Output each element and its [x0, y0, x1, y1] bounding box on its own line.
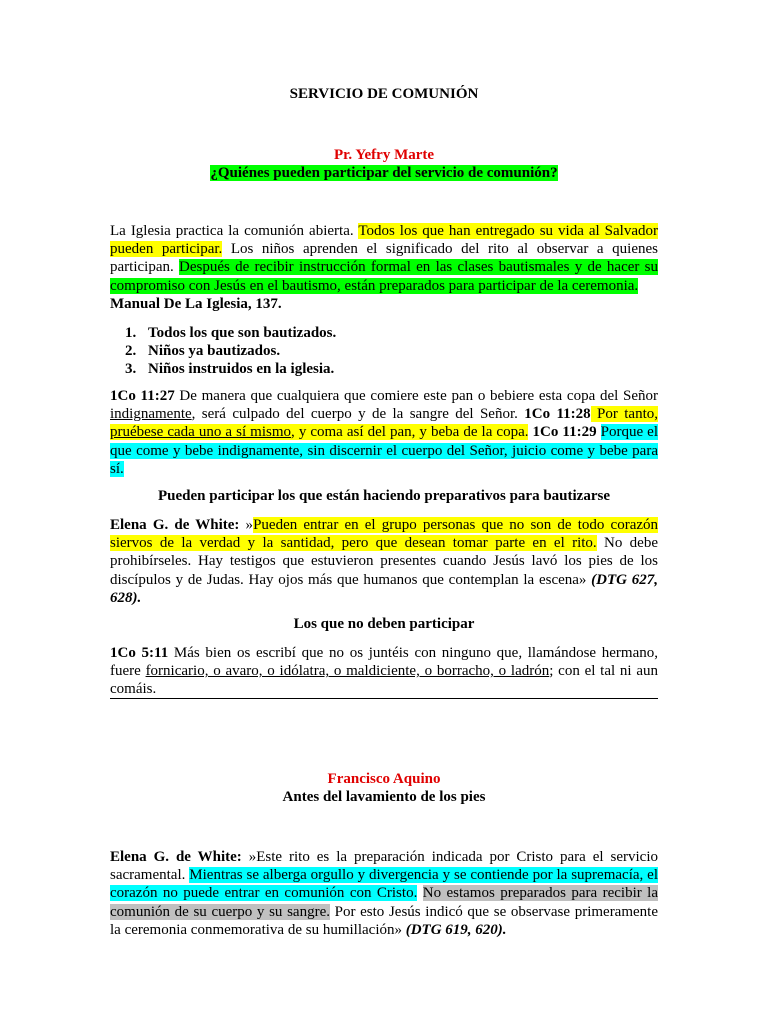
- citation: (DTG 627, 628).: [110, 571, 658, 606]
- highlight-cyan: Mientras se alberga orgullo y divergencia y se contiende por la supremacía, el corazón no puede entrar en comunión con Cristo.: [110, 867, 658, 902]
- text-run: No debe prohibírseles. Hay testigos que estuvieron presentes cuando Jesús lavó los pies de los discípulos y de Judas. Hay ojos más que humanos que contemplan la escena»: [110, 535, 658, 588]
- text-run: ; con el tal ni aun comáis.: [110, 663, 658, 698]
- paragraph-white-2: [110, 848, 658, 939]
- section2-title: Antes del lavamiento de los pies: [282, 789, 486, 805]
- text-run: , será culpado del cuerpo y de la sangre del Señor.: [191, 406, 525, 423]
- highlight-yellow: Todos los que han entregado su vida al Salvador pueden participar.: [110, 223, 658, 258]
- text-run: »Este rito es la preparación indicada por Cristo para el servicio sacramental.: [110, 849, 658, 884]
- paragraph-1co5-text: [110, 644, 658, 699]
- text-run: , y coma así del pan, y beba de la copa.: [291, 424, 529, 441]
- text-run: Los niños aprenden el significado del rito al observar a quienes participan.: [110, 241, 658, 276]
- paragraph-iglesia-text: [110, 222, 658, 295]
- text-run: »: [239, 517, 254, 533]
- question-highlight: ¿Quiénes pueden participar del servicio de comunión?: [210, 165, 558, 181]
- underlined-text: indignamente: [110, 406, 192, 423]
- highlight-cyan: Porque el que come y bebe indignamente, sin discernir el cuerpo del Señor, juicio come y bebe para sí.: [110, 424, 658, 477]
- list-item: 1. Todos los que son bautizados.: [140, 324, 658, 342]
- manual-source: Manual De La Iglesia, 137.: [110, 295, 282, 312]
- verse-ref: 1Co 5:11: [110, 645, 169, 661]
- highlight-gray: No estamos preparados para recibir la comunión de su cuerpo y su sangre.: [110, 885, 658, 920]
- text-run: Por esto Jesús indicó que se observase primeramente la ceremonia conmemorativa de su humillación»: [110, 903, 658, 938]
- paragraph-1co11: [110, 387, 658, 478]
- paragraph-white-1: [110, 516, 658, 607]
- criteria-list: [110, 324, 658, 378]
- highlight-yellow: Pueden entrar en el grupo personas que no son de todo corazón siervos de la verdad y la santidad, pero que desean tomar parte en el rito.: [110, 517, 659, 552]
- text-run: Por tanto,: [590, 406, 659, 423]
- verse-ref: 1Co 11:29: [528, 424, 597, 441]
- document-title: SERVICIO DE COMUNIÓN: [289, 86, 479, 102]
- list-item: 2. Niños ya bautizados.: [140, 342, 658, 360]
- section-divider: [110, 698, 658, 699]
- author-label: Elena G. de White:: [110, 849, 242, 865]
- verse-ref: 1Co 11:28: [524, 406, 591, 423]
- section2-author: Francisco Aquino: [327, 771, 441, 787]
- paragraph-white-2-text: [110, 848, 658, 939]
- verse-ref: 1Co 11:27: [110, 388, 175, 404]
- text-run: Más bien os escribí que no os juntéis con ninguno que, llamándose hermano, fuere: [110, 645, 659, 680]
- list-item: 3. Niños instruidos en la iglesia.: [140, 360, 658, 378]
- paragraph-1co11-text: [110, 387, 658, 478]
- underlined-text: fornicario, o avaro, o idólatra, o maldiciente, o borracho, o ladrón: [145, 663, 550, 680]
- text-run: [417, 885, 422, 901]
- text-run: La Iglesia practica la comunión abierta.: [110, 223, 359, 239]
- underlined-text: pruébese cada uno a sí mismo: [110, 424, 292, 441]
- heading-no-participar: Los que no deben participar: [293, 616, 475, 632]
- paragraph-1co5: [110, 644, 658, 699]
- citation: (DTG 619, 620).: [405, 921, 507, 938]
- section1-question: [110, 165, 658, 182]
- highlight-green: Después de recibir instrucción formal en las clases bautismales y de hacer su compromiso con Jesús en el bautismo, están preparados para participar de la ceremonia.: [110, 259, 658, 294]
- paragraph-white-1-text: [110, 516, 658, 607]
- heading-preparativos: Pueden participar los que están haciendo preparativos para bautizarse: [158, 488, 610, 504]
- text-run: De manera que cualquiera que comiere este pan o bebiere esta copa del Señor: [174, 388, 658, 404]
- section1-author: Pr. Yefry Marte: [333, 147, 435, 163]
- paragraph-iglesia: [110, 222, 658, 313]
- author-label: Elena G. de White:: [110, 517, 240, 533]
